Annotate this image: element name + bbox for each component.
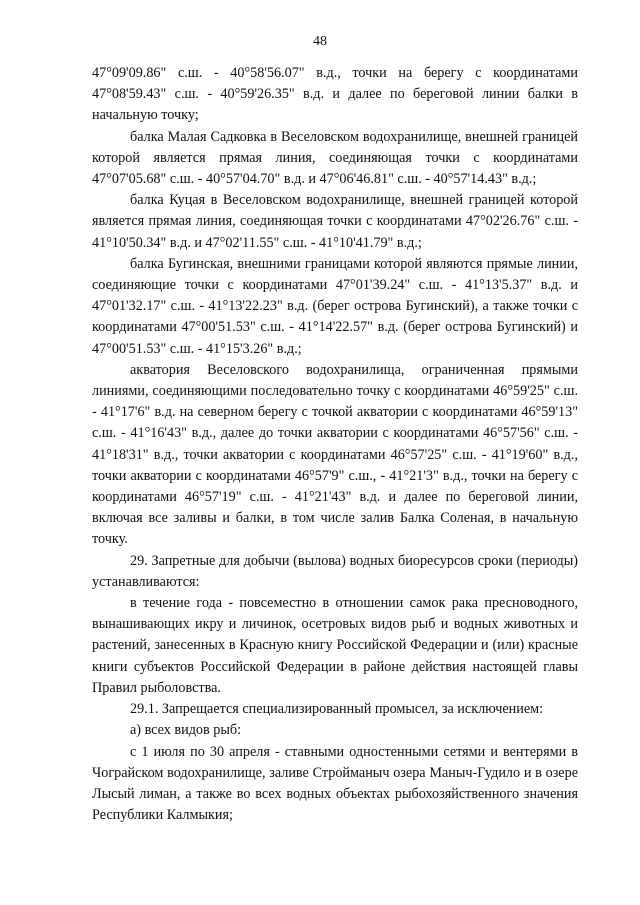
paragraph: в течение года - повсеместно в отношении самок рака пресноводного, вынашивающих икру и личинок, осетровых видов рыб и водных животных и растений, занесенных в Красную книгу Российской Федерации и (или) красные книги субъектов Российской Федерации в районе действия настоящей главы Правил рыболовства. xyxy=(92,595,578,696)
paragraph: балка Бугинская, внешними границами которой являются прямые линии, соединяющие точки с координатами 47°01'39.24" с.ш. - 41°13'5.37" в.д. и 47°01'32.17" с.ш. - 41°13'22.23" в.д. (берег острова Бугинский), а также точки с координатами 47°00'51.53" с.ш. - 41°14'22.57" в.д. (берег острова Бугинский) и 47°00'51.53" с.ш. - 41°15'3.26" в.д.; xyxy=(92,255,578,357)
paragraph: 29. Запретные для добычи (вылова) водных биоресурсов сроки (периоды) устанавливаются: xyxy=(92,552,578,590)
paragraph: балка Малая Садковка в Веселовском водохранилище, внешней границей которой является прямая линия, соединяющая точки с координатами 47°07'05.68" с.ш. - 40°57'04.70" в.д. и 47°06'46.81" с.ш. - 40°57'14.43" в.д.; xyxy=(92,128,578,188)
paragraph: балка Куцая в Веселовском водохранилище, внешней границей которой является прямая линия, соединяющая точки с координатами 47°02'26.76" с.ш. - 41°10'50.34" в.д. и 47°02'11.55" с.ш. - 41°10'41.79" в.д.; xyxy=(92,192,578,251)
page-number: 48 xyxy=(313,34,327,49)
document-body xyxy=(92,63,578,826)
paragraph: с 1 июля по 30 апреля - ставными одностенными сетями и вентерями в Чограйском водохранилище, заливе Стройманыч озера Маныч-Гудило и в озере Лысый лиман, а также во всех водных объектах рыбохозяйственного значения Республики Калмыкия; xyxy=(92,743,578,824)
paragraph: 29.1. Запрещается специализированный промысел, за исключением: xyxy=(130,701,544,718)
paragraph: акватория Веселовского водохранилища, ограниченная прямыми линиями, соединяющими последовательно точку с координатами 46°59'25" с.ш. - 41°17'6" в.д. на северном берегу с точкой акватории с координатами 46°59'13" с.ш. - 41°16'43" в.д., далее до точки акватории с координатами 46°57'56" с.ш. - 41°18'31" в.д., точки акватории с координатами 46°57'25" с.ш. - 41°19'60" в.д., точки акватории с координатами 46°57'9" с.ш., - 41°21'3" в.д., точки на берегу с координатами 46°57'19" с.ш. - 41°21'43" в.д. и далее по береговой линии, включая все заливы и балки, в том числе залив Балка Соленая, в начальную точку. xyxy=(92,361,578,548)
paragraph: 47°09'09.86" с.ш. - 40°58'56.07" в.д., точки на берегу с координатами 47°08'59.43" с.ш. - 40°59'26.35" в.д. и далее по береговой линии балки в начальную точку; xyxy=(92,65,578,124)
paragraph: а) всех видов рыб: xyxy=(130,722,242,739)
